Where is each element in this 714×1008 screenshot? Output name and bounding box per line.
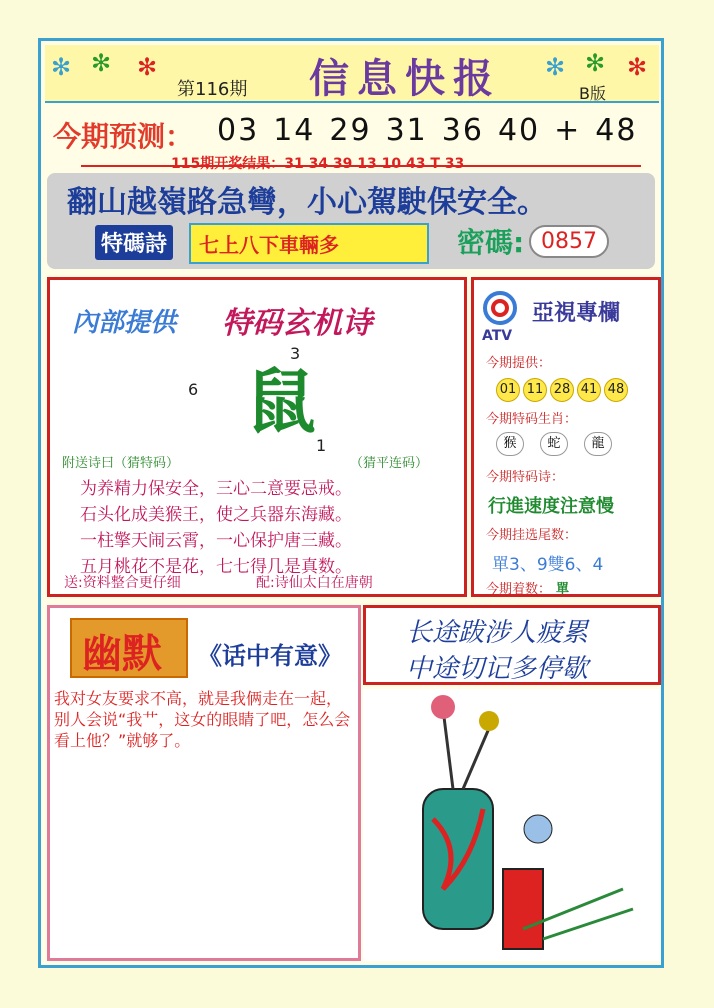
page-frame — [38, 38, 664, 968]
atv-logo-icon — [482, 290, 518, 326]
panel-title: 特码玄机诗 — [222, 306, 372, 341]
zodiac-badge: 龍 — [584, 432, 612, 456]
flower-icon: ✻ — [545, 53, 566, 81]
ball-row — [496, 378, 631, 402]
ball: 01 — [496, 378, 520, 402]
joke-title: 幽默 — [82, 631, 162, 677]
edition-label: B版 — [579, 84, 606, 103]
atv-logo-text: ATV — [482, 328, 513, 344]
vase-image — [363, 689, 661, 961]
tail-label: 今期挂选尾数： — [486, 528, 578, 543]
prediction-special: 48 — [595, 113, 638, 148]
prediction-numbers — [217, 113, 657, 148]
ball: 41 — [577, 378, 601, 402]
prediction-label: 今期预测： — [53, 120, 194, 153]
prediction-number: 31 — [385, 113, 428, 148]
flower-icon: ✻ — [137, 53, 158, 81]
flower-icon: ✻ — [585, 49, 606, 77]
panel-tag: 內部提供 — [72, 308, 177, 338]
slogan-box — [47, 173, 655, 269]
flower-icon: ✻ — [51, 53, 72, 81]
flower-icon: ✻ — [91, 49, 112, 77]
provide-label: 今期提供： — [486, 356, 552, 371]
tail-value: 單3、9雙6、4 — [492, 555, 604, 575]
atv-title: 亞視專欄 — [532, 301, 621, 326]
poem-lines — [80, 474, 460, 578]
note-right: （猜平连码） — [350, 456, 429, 471]
hint-number-top: 3 — [290, 344, 301, 363]
count-label: 今期着数： — [486, 582, 552, 597]
prediction-number: 29 — [329, 113, 372, 148]
handwriting-box — [363, 605, 661, 685]
header — [45, 45, 659, 103]
prediction-number: 14 — [273, 113, 316, 148]
note-left: 附送诗曰（猜特码） — [62, 456, 180, 471]
poem-tag: 特碼詩 — [95, 225, 173, 260]
poem-line: 一柱擎天闹云霄，一心保护唐三藏。 — [80, 531, 352, 551]
last-result: 115期开奖结果：31 34 39 13 10 43 T 33 — [171, 156, 465, 172]
joke-title-box — [70, 618, 188, 678]
issue-number: 第116期 — [177, 79, 248, 100]
poem-text: 七上八下車輛多 — [189, 223, 429, 264]
footer-right: 配:诗仙太白在唐朝 — [256, 575, 373, 591]
prediction-number: 03 — [217, 113, 260, 148]
zodiac-badge: 猴 — [496, 432, 524, 456]
prediction-plus: + — [554, 113, 582, 148]
atv-poem-label: 今期特码诗： — [486, 470, 565, 485]
atv-panel — [471, 277, 661, 597]
ball: 11 — [523, 378, 547, 402]
zodiac-character: 鼠 — [246, 361, 316, 443]
flower-icon: ✻ — [627, 53, 648, 81]
slogan-text: 翻山越嶺路急彎，小心駕駛保安全。 — [67, 185, 547, 220]
password-label: 密碼: — [457, 226, 525, 259]
poem-line: 五月桃花不是花，七七得几是真数。 — [80, 557, 352, 577]
hand-line-2: 中途切记多停歇 — [406, 654, 589, 684]
page-title: 信息快报 — [309, 55, 501, 102]
hand-line-1: 长途跋涉人疲累 — [406, 618, 589, 648]
footer-left: 送:资料整合更仔细 — [64, 575, 181, 591]
hint-number-bottom: 1 — [316, 436, 327, 455]
joke-panel — [47, 605, 361, 961]
mystery-poem-panel — [47, 277, 467, 597]
joke-subtitle: 《话中有意》 — [198, 642, 342, 670]
joke-text: 我对女友要求不高，就是我俩走在一起，别人会说“我艹，这女的眼睛了吧，怎么会看上他？”就够了。 — [54, 689, 351, 750]
zodiac-label: 今期特码生肖： — [486, 412, 578, 427]
hint-number-left: 6 — [188, 380, 199, 399]
poem-line: 为养精力保安全，三心二意要忌戒。 — [80, 479, 352, 499]
prediction-number: 36 — [441, 113, 484, 148]
zodiac-row — [496, 432, 628, 456]
atv-poem: 行進速度注意慢 — [488, 496, 614, 517]
count-value: 單 — [556, 582, 570, 597]
ball: 48 — [604, 378, 628, 402]
prediction-number: 40 — [497, 113, 541, 148]
password-value: 0857 — [529, 225, 609, 258]
zodiac-badge: 蛇 — [540, 432, 568, 456]
vase-illustration — [363, 689, 661, 961]
ball: 28 — [550, 378, 574, 402]
poem-line: 石头化成美猴王，使之兵器东海藏。 — [80, 505, 352, 525]
